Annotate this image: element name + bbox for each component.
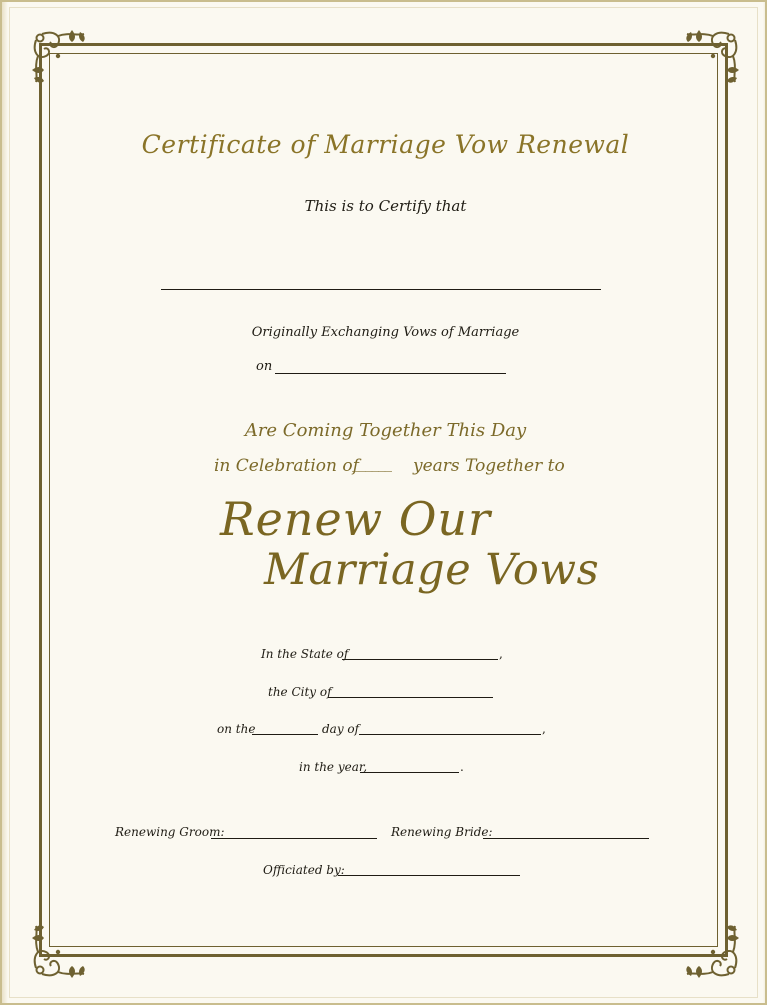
state-blank-line[interactable]	[342, 659, 498, 660]
state-label: In the State of	[261, 647, 349, 661]
on-the-label: on the	[217, 722, 256, 736]
city-label: the City of	[268, 685, 332, 699]
original-date-blank-line[interactable]	[275, 373, 506, 374]
year-period: .	[460, 760, 464, 774]
headline-line-1: Renew Our	[220, 492, 492, 546]
originally-text: Originally Exchanging Vows of Marriage	[251, 325, 520, 340]
certify-text: This is to Certify that	[304, 197, 467, 215]
corner-flourish-icon	[669, 908, 743, 982]
celebration-suffix: years Together to	[413, 456, 565, 476]
day-comma: ,	[542, 722, 546, 736]
state-comma: ,	[499, 647, 503, 661]
celebration-prefix: in Celebration of	[214, 456, 359, 476]
corner-flourish-icon	[28, 26, 102, 100]
years-blank[interactable]: ______	[352, 454, 391, 472]
names-blank-line[interactable]	[161, 289, 601, 290]
day-blank-line[interactable]	[252, 734, 318, 735]
month-blank-line[interactable]	[359, 734, 541, 735]
day-of-label: day of	[322, 722, 360, 736]
bride-blank-line[interactable]	[483, 838, 649, 839]
groom-blank-line[interactable]	[211, 838, 377, 839]
year-label: in the year,	[299, 760, 368, 774]
corner-flourish-icon	[28, 908, 102, 982]
groom-label: Renewing Groom:	[115, 825, 225, 839]
officiated-label: Officiated by:	[263, 863, 345, 877]
year-blank-line[interactable]	[360, 772, 459, 773]
certificate-title: Certificate of Marriage Vow Renewal	[141, 130, 630, 159]
officiant-blank-line[interactable]	[338, 875, 520, 876]
headline-line-2: Marriage Vows	[264, 545, 600, 595]
bride-label: Renewing Bride:	[391, 825, 493, 839]
corner-flourish-icon	[669, 26, 743, 100]
city-blank-line[interactable]	[328, 697, 493, 698]
on-label: on	[256, 359, 273, 374]
coming-together-text: Are Coming Together This Day	[244, 420, 527, 441]
